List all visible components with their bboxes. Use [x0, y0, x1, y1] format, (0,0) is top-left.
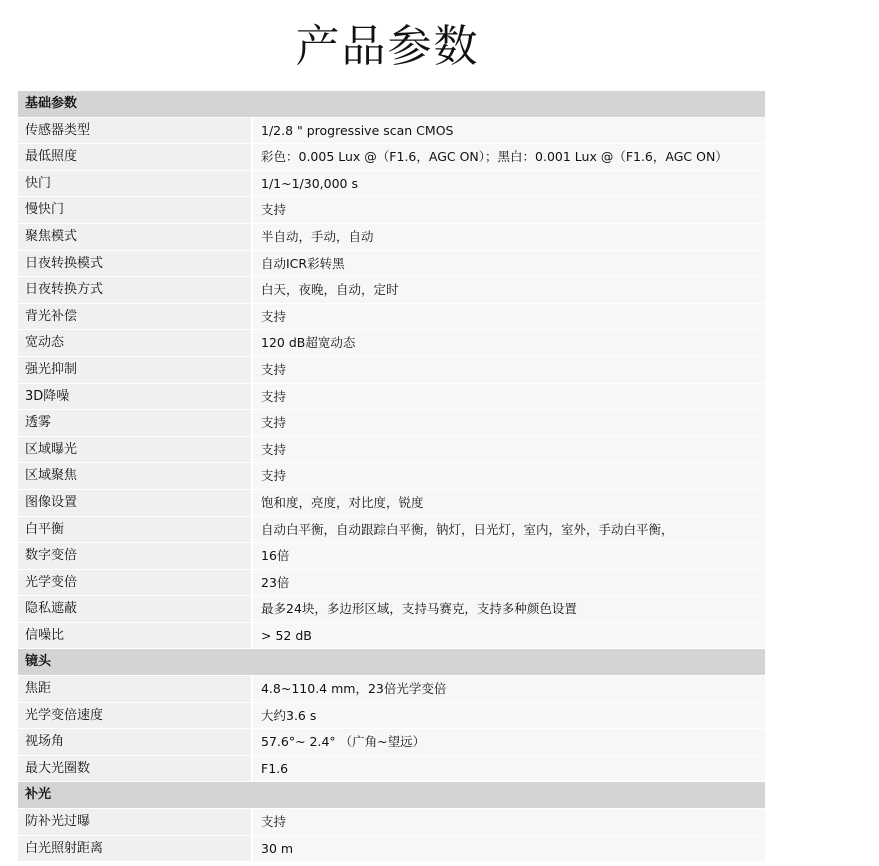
table-row [18, 384, 765, 411]
table-row [18, 543, 765, 570]
param-label: 隐私遮蔽 [18, 596, 253, 622]
param-value: 支持 [253, 809, 765, 835]
table-row [18, 676, 765, 703]
param-value: 支持 [253, 437, 765, 463]
table-row [18, 570, 765, 597]
param-value: > 52 dB [253, 623, 765, 649]
param-label: 视场角 [18, 729, 253, 755]
table-row [18, 703, 765, 730]
param-value: 16倍 [253, 543, 765, 569]
param-value: 1/2.8 " progressive scan CMOS [253, 118, 765, 144]
param-label: 日夜转换方式 [18, 277, 253, 303]
param-label: 焦距 [18, 676, 253, 702]
param-label: 3D降噪 [18, 384, 253, 410]
param-label: 慢快门 [18, 197, 253, 223]
param-value: 支持 [253, 463, 765, 489]
param-label: 透雾 [18, 410, 253, 436]
table-row [18, 118, 765, 145]
spec-table [18, 91, 765, 862]
param-label: 强光抑制 [18, 357, 253, 383]
table-row [18, 623, 765, 650]
param-label: 防补光过曝 [18, 809, 253, 835]
table-row [18, 517, 765, 544]
param-label: 光学变倍 [18, 570, 253, 596]
param-value: 自动白平衡，自动跟踪白平衡，钠灯，日光灯，室内，室外，手动白平衡， [253, 517, 765, 543]
param-value: 半自动，手动，自动 [253, 224, 765, 250]
param-value: 1/1~1/30,000 s [253, 171, 765, 197]
param-label: 光学变倍速度 [18, 703, 253, 729]
table-row [18, 463, 765, 490]
section-title: 补光 [25, 787, 52, 803]
section-header [18, 91, 765, 118]
table-row [18, 809, 765, 836]
section-header [18, 649, 765, 676]
param-label: 数字变倍 [18, 543, 253, 569]
param-value: 支持 [253, 357, 765, 383]
param-value: 大约3.6 s [253, 703, 765, 729]
param-value: 23倍 [253, 570, 765, 596]
param-value: 白天，夜晚，自动，定时 [253, 277, 765, 303]
table-row [18, 144, 765, 171]
param-label: 背光补偿 [18, 304, 253, 330]
param-value: 饱和度，亮度，对比度，锐度 [253, 490, 765, 516]
param-value: 57.6°~ 2.4° （广角~望远） [253, 729, 765, 755]
table-row [18, 197, 765, 224]
param-value: 4.8~110.4 mm，23倍光学变倍 [253, 676, 765, 702]
param-label: 区域曝光 [18, 437, 253, 463]
param-label: 宽动态 [18, 330, 253, 356]
param-label: 最大光圈数 [18, 756, 253, 782]
table-row [18, 410, 765, 437]
param-label: 日夜转换模式 [18, 251, 253, 277]
param-label: 最低照度 [18, 144, 253, 170]
param-value: 支持 [253, 304, 765, 330]
table-row [18, 251, 765, 278]
param-value: 最多24块，多边形区域，支持马赛克，支持多种颜色设置 [253, 596, 765, 622]
table-row [18, 171, 765, 198]
param-value: 自动ICR彩转黑 [253, 251, 765, 277]
param-value: 支持 [253, 410, 765, 436]
page-title: 产品参数 [295, 21, 480, 72]
table-row [18, 836, 765, 863]
param-label: 白光照射距离 [18, 836, 253, 862]
param-value: 120 dB超宽动态 [253, 330, 765, 356]
table-row [18, 596, 765, 623]
table-row [18, 756, 765, 783]
param-value: 支持 [253, 197, 765, 223]
param-label: 聚焦模式 [18, 224, 253, 250]
param-value: F1.6 [253, 756, 765, 782]
param-value: 支持 [253, 384, 765, 410]
param-value: 30 m [253, 836, 765, 862]
section-title: 基础参数 [25, 96, 78, 111]
table-row [18, 224, 765, 251]
param-value: 彩色：0.005 Lux @（F1.6，AGC ON）；黑白：0.001 Lux @（F1.6，AGC ON） [253, 144, 765, 170]
table-row [18, 357, 765, 384]
table-row [18, 490, 765, 517]
param-label: 快门 [18, 171, 253, 197]
table-row [18, 437, 765, 464]
table-row [18, 330, 765, 357]
param-label: 图像设置 [18, 490, 253, 516]
param-label: 白平衡 [18, 517, 253, 543]
table-row [18, 277, 765, 304]
param-label: 区域聚焦 [18, 463, 253, 489]
table-row [18, 729, 765, 756]
param-label: 信噪比 [18, 623, 253, 649]
table-row [18, 304, 765, 331]
section-title: 镜头 [25, 654, 52, 670]
section-header [18, 782, 765, 809]
param-label: 传感器类型 [18, 118, 253, 144]
